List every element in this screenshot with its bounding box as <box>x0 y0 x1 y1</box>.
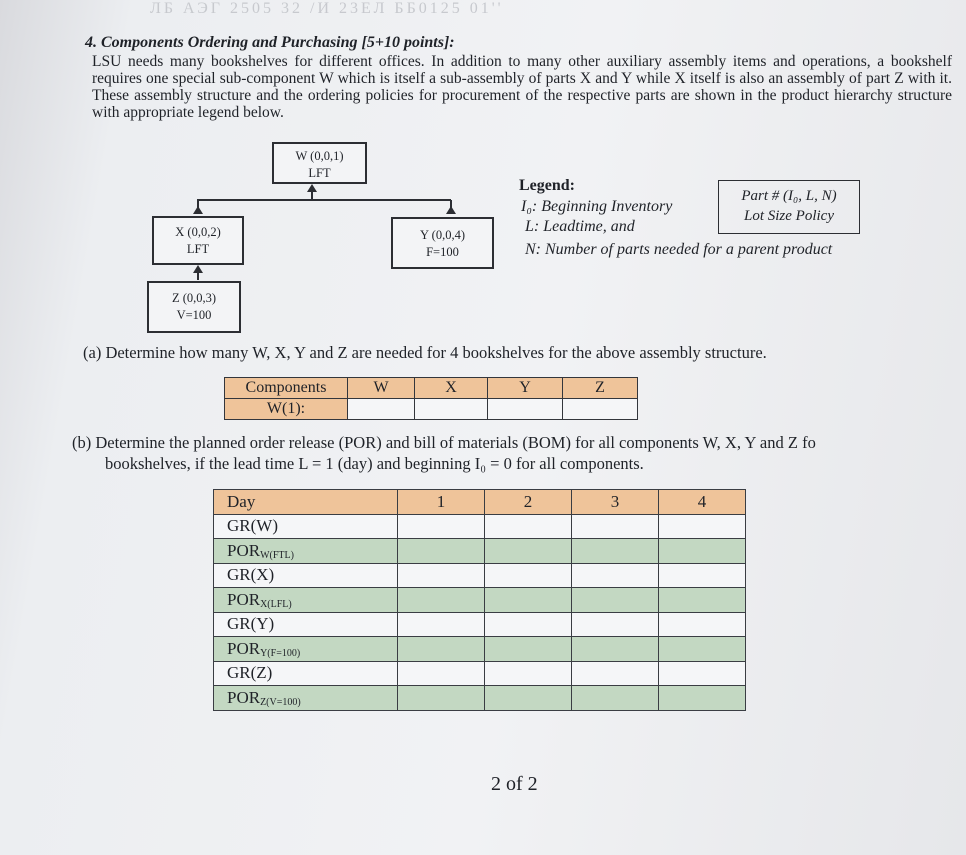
cell[interactable] <box>485 612 572 637</box>
cell[interactable] <box>659 612 746 637</box>
cell[interactable] <box>659 588 746 613</box>
part-a-table <box>224 377 638 420</box>
node-w-label: W (0,0,1) <box>295 149 344 163</box>
day-header: Day <box>214 490 398 515</box>
legend-box-line1: Part # (I₀, L, N) <box>741 188 837 204</box>
mrp-row-por-y <box>214 637 746 662</box>
part-b-line2: bookshelves, if the lead time L = 1 (day) and beginning I₀ = 0 for all components. <box>105 454 644 473</box>
cell[interactable] <box>572 514 659 539</box>
mrp-row-gr-w <box>214 514 746 539</box>
mrp-row-por-x <box>214 588 746 613</box>
row-label: $POR_{Y(F=100)}$ <box>214 637 398 662</box>
row-label: GR(Y) <box>214 612 398 637</box>
cell[interactable] <box>659 661 746 686</box>
connector-horizontal <box>197 199 451 201</box>
components-header: Components <box>225 378 348 399</box>
mrp-row-gr-z <box>214 661 746 686</box>
legend-n: N: Number of parts needed for a parent product <box>525 241 833 258</box>
node-x-policy: LFT <box>186 242 210 256</box>
node-w-policy: LFT <box>308 166 331 180</box>
cell[interactable] <box>485 686 572 711</box>
cell[interactable] <box>572 612 659 637</box>
cell[interactable] <box>485 539 572 564</box>
answer-cell-z[interactable] <box>563 399 638 420</box>
node-y-label: Y (0,0,4) <box>419 228 465 242</box>
cell[interactable] <box>572 563 659 588</box>
mrp-header-row <box>214 490 746 515</box>
cell[interactable] <box>572 637 659 662</box>
cell[interactable] <box>659 637 746 662</box>
col-y: Y <box>488 378 563 399</box>
cell[interactable] <box>485 514 572 539</box>
day-2: 2 <box>485 490 572 515</box>
mrp-row-gr-x <box>214 563 746 588</box>
cell[interactable] <box>572 539 659 564</box>
row-label: GR(X) <box>214 563 398 588</box>
cell[interactable] <box>398 588 485 613</box>
answer-cell-y[interactable] <box>488 399 563 420</box>
cell[interactable] <box>572 588 659 613</box>
cell[interactable] <box>485 588 572 613</box>
connector-z-vertical <box>197 272 199 280</box>
cell[interactable] <box>659 563 746 588</box>
col-w: W <box>348 378 415 399</box>
col-x: X <box>415 378 488 399</box>
cell[interactable] <box>398 686 485 711</box>
arrow-to-x <box>193 206 203 214</box>
cell[interactable] <box>485 661 572 686</box>
node-x <box>152 216 244 265</box>
node-y-policy: F=100 <box>426 245 459 259</box>
cell[interactable] <box>398 563 485 588</box>
cell[interactable] <box>485 563 572 588</box>
cell[interactable] <box>398 514 485 539</box>
row-label: GR(W) <box>214 514 398 539</box>
legend-title: Legend: <box>519 177 575 194</box>
cell[interactable] <box>659 539 746 564</box>
node-x-label: X (0,0,2) <box>175 225 221 239</box>
row-label: $POR_{W(FTL)}$ <box>214 539 398 564</box>
bleed-through-text: ЛБ АЭГ 2505 32 /И 23ЕЛ ББ0125 01'' <box>150 0 504 17</box>
mrp-row-por-z <box>214 686 746 711</box>
row-label: $POR_{X(LFL)}$ <box>214 588 398 613</box>
legend-box-line2: Lot Size Policy <box>744 208 834 224</box>
answer-cell-x[interactable] <box>415 399 488 420</box>
node-z-label: Z (0,0,3) <box>171 291 217 305</box>
legend-l: L: Leadtime, and <box>525 218 635 235</box>
day-1: 1 <box>398 490 485 515</box>
part-a-header-row <box>225 378 638 399</box>
row-label: $POR_{Z(V=100)}$ <box>214 686 398 711</box>
arrow-to-y <box>446 206 456 214</box>
node-z-policy: V=100 <box>176 308 212 322</box>
node-z <box>147 281 241 333</box>
day-4: 4 <box>659 490 746 515</box>
part-a-row-w1 <box>225 399 638 420</box>
cell[interactable] <box>659 514 746 539</box>
part-b-line1: (b) Determine the planned order release (POR) and bill of materials (BOM) for all components W, X, Y and Z fo <box>72 433 816 452</box>
cell[interactable] <box>398 539 485 564</box>
row-w1-label: W(1): <box>225 399 348 420</box>
page-number: 2 of 2 <box>491 773 538 795</box>
cell[interactable] <box>485 637 572 662</box>
question-body: LSU needs many bookshelves for different offices. In addition to many other auxiliary assembly items and operations, a bookshelf requires one special sub-component W which is itself a sub-assembly of parts X and Y while X itself is also an assembly of part Z with it. These assembly structure and the ordering policies for procurement of the respective parts are shown in the product hierarchy structure with appropriate legend below. <box>92 53 952 121</box>
mrp-row-gr-y <box>214 612 746 637</box>
row-label: GR(Z) <box>214 661 398 686</box>
cell[interactable] <box>398 661 485 686</box>
legend-part-box <box>718 180 860 234</box>
legend-i0: I₀: Beginning Inventory <box>521 198 673 215</box>
node-y <box>391 217 494 269</box>
cell[interactable] <box>572 661 659 686</box>
question-title: 4. Components Ordering and Purchasing [5+10 points]: <box>85 34 455 51</box>
cell[interactable] <box>659 686 746 711</box>
part-a-question: (a) Determine how many W, X, Y and Z are needed for 4 bookshelves for the above assembly structure. <box>83 343 767 362</box>
cell[interactable] <box>398 612 485 637</box>
cell[interactable] <box>572 686 659 711</box>
part-b-question <box>72 432 966 474</box>
cell[interactable] <box>398 637 485 662</box>
mrp-row-por-w <box>214 539 746 564</box>
node-w <box>272 142 367 184</box>
day-3: 3 <box>572 490 659 515</box>
mrp-table <box>213 489 746 711</box>
col-z: Z <box>563 378 638 399</box>
answer-cell-w[interactable] <box>348 399 415 420</box>
